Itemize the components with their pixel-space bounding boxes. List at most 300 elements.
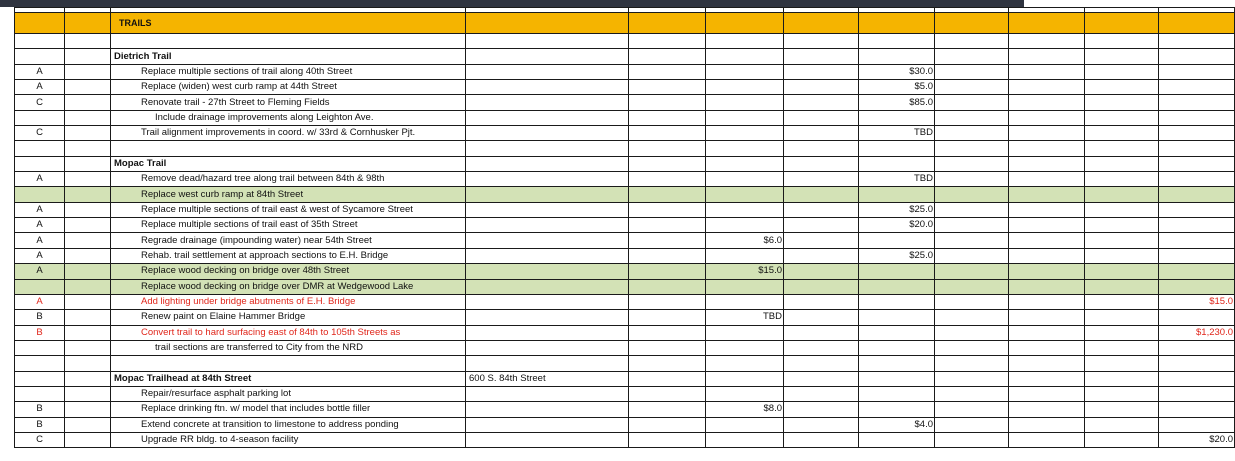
cell[interactable] (935, 218, 1009, 233)
cell[interactable] (784, 279, 859, 294)
cell[interactable] (1159, 187, 1235, 202)
priority-code[interactable]: C (15, 432, 65, 447)
cell[interactable] (784, 187, 859, 202)
cell[interactable] (1009, 49, 1085, 64)
cell[interactable] (65, 233, 111, 248)
cell[interactable] (1009, 432, 1085, 447)
cell[interactable] (784, 233, 859, 248)
cell[interactable] (935, 279, 1009, 294)
item-description[interactable]: Replace (widen) west curb ramp at 44th Street (111, 80, 466, 95)
cell[interactable] (935, 156, 1009, 171)
cell[interactable] (1085, 310, 1159, 325)
item-description[interactable]: Replace multiple sections of trail east & west of Sycamore Street (111, 202, 466, 217)
cell[interactable] (935, 248, 1009, 263)
cell[interactable] (466, 49, 629, 64)
cell[interactable] (65, 417, 111, 432)
cell[interactable] (1159, 264, 1235, 279)
cell[interactable] (935, 187, 1009, 202)
cell[interactable] (859, 294, 935, 309)
priority-code[interactable]: C (15, 126, 65, 141)
cell[interactable] (1159, 340, 1235, 355)
cell[interactable] (629, 340, 706, 355)
address[interactable]: 600 S. 84th Street (466, 371, 629, 386)
cell[interactable] (784, 172, 859, 187)
item-description[interactable]: Renovate trail - 27th Street to Fleming Fields (111, 95, 466, 110)
cell[interactable] (1085, 156, 1159, 171)
cell[interactable] (65, 126, 111, 141)
cell[interactable] (935, 80, 1009, 95)
cell[interactable] (1085, 233, 1159, 248)
cell[interactable] (466, 233, 629, 248)
cost-value[interactable]: $15.0 (1159, 294, 1235, 309)
cost-value[interactable]: $1,230.0 (1159, 325, 1235, 340)
cell[interactable] (784, 34, 859, 49)
item-description[interactable]: Replace multiple sections of trail along 40th Street (111, 64, 466, 79)
item-description[interactable]: trail sections are transferred to City from the NRD (111, 340, 466, 355)
cell[interactable] (1159, 279, 1235, 294)
cell[interactable] (466, 218, 629, 233)
item-description[interactable] (111, 356, 466, 371)
cell[interactable] (859, 233, 935, 248)
cell[interactable] (65, 340, 111, 355)
cell[interactable] (859, 402, 935, 417)
priority-code[interactable]: A (15, 202, 65, 217)
cell[interactable] (65, 110, 111, 125)
cell[interactable] (65, 294, 111, 309)
cell[interactable] (629, 294, 706, 309)
cell[interactable] (935, 49, 1009, 64)
cell[interactable] (935, 356, 1009, 371)
item-description[interactable]: Include drainage improvements along Leighton Ave. (111, 110, 466, 125)
cell[interactable] (466, 356, 629, 371)
cell[interactable] (935, 294, 1009, 309)
cell[interactable] (65, 13, 111, 34)
cost-value[interactable]: $15.0 (706, 264, 784, 279)
item-description[interactable]: Replace west curb ramp at 84th Street (111, 187, 466, 202)
cell[interactable] (1009, 310, 1085, 325)
cell[interactable] (1085, 64, 1159, 79)
cell[interactable] (1159, 218, 1235, 233)
cell[interactable] (784, 325, 859, 340)
cost-value[interactable]: $30.0 (859, 64, 935, 79)
priority-code[interactable]: A (15, 264, 65, 279)
cell[interactable] (466, 64, 629, 79)
cell[interactable] (859, 340, 935, 355)
cell[interactable] (1009, 80, 1085, 95)
cell[interactable] (1159, 34, 1235, 49)
cell[interactable] (466, 141, 629, 156)
cell[interactable] (1009, 95, 1085, 110)
cell[interactable] (1085, 248, 1159, 263)
cell[interactable] (935, 110, 1009, 125)
cell[interactable] (65, 264, 111, 279)
cell[interactable] (629, 13, 706, 34)
cell[interactable] (1085, 126, 1159, 141)
item-description[interactable]: Rehab. trail settlement at approach sections to E.H. Bridge (111, 248, 466, 263)
item-description[interactable]: Replace wood decking on bridge over 48th Street (111, 264, 466, 279)
cell[interactable] (859, 34, 935, 49)
cell[interactable] (706, 95, 784, 110)
priority-code[interactable]: B (15, 325, 65, 340)
cell[interactable] (784, 371, 859, 386)
cell[interactable] (1159, 310, 1235, 325)
cell[interactable] (706, 13, 784, 34)
cell[interactable] (15, 386, 65, 401)
cell[interactable] (935, 172, 1009, 187)
cell[interactable] (65, 141, 111, 156)
cell[interactable] (629, 356, 706, 371)
cell[interactable] (1085, 386, 1159, 401)
cell[interactable] (1009, 187, 1085, 202)
cell[interactable] (1009, 156, 1085, 171)
cell[interactable] (1085, 432, 1159, 447)
cell[interactable] (65, 371, 111, 386)
priority-code[interactable]: A (15, 294, 65, 309)
cell[interactable] (1159, 248, 1235, 263)
cell[interactable] (706, 371, 784, 386)
cell[interactable] (859, 325, 935, 340)
cell[interactable] (784, 110, 859, 125)
item-description[interactable] (111, 141, 466, 156)
cell[interactable] (65, 64, 111, 79)
cell[interactable] (859, 187, 935, 202)
cell[interactable] (466, 34, 629, 49)
cell[interactable] (15, 371, 65, 386)
cell[interactable] (859, 279, 935, 294)
cell[interactable] (859, 141, 935, 156)
cell[interactable] (1085, 402, 1159, 417)
cell[interactable] (935, 34, 1009, 49)
item-description[interactable]: Replace wood decking on bridge over DMR at Wedgewood Lake (111, 279, 466, 294)
item-description[interactable]: Replace multiple sections of trail east of 35th Street (111, 218, 466, 233)
cell[interactable] (935, 402, 1009, 417)
cell[interactable] (935, 141, 1009, 156)
cell[interactable] (15, 356, 65, 371)
cell[interactable] (1009, 340, 1085, 355)
cell[interactable] (1159, 386, 1235, 401)
cell[interactable] (1159, 64, 1235, 79)
item-description[interactable]: Convert trail to hard surfacing east of 84th to 105th Streets as (111, 325, 466, 340)
cell[interactable] (1159, 95, 1235, 110)
cell[interactable] (706, 279, 784, 294)
cell[interactable] (1085, 49, 1159, 64)
cell[interactable] (466, 110, 629, 125)
cost-value[interactable]: TBD (859, 172, 935, 187)
cell[interactable] (935, 233, 1009, 248)
cell[interactable] (935, 310, 1009, 325)
cell[interactable] (629, 202, 706, 217)
cell[interactable] (629, 371, 706, 386)
cell[interactable] (1085, 172, 1159, 187)
cell[interactable] (466, 13, 629, 34)
cell[interactable] (1009, 356, 1085, 371)
item-description[interactable] (111, 34, 466, 49)
cell[interactable] (1009, 279, 1085, 294)
cell[interactable] (629, 34, 706, 49)
cell[interactable] (15, 187, 65, 202)
cell[interactable] (629, 141, 706, 156)
cell[interactable] (65, 202, 111, 217)
cell[interactable] (15, 141, 65, 156)
cell[interactable] (1085, 187, 1159, 202)
cell[interactable] (466, 156, 629, 171)
cell[interactable] (859, 110, 935, 125)
cell[interactable] (784, 218, 859, 233)
cell[interactable] (466, 325, 629, 340)
cell[interactable] (1009, 64, 1085, 79)
cell[interactable] (935, 64, 1009, 79)
cell[interactable] (1159, 156, 1235, 171)
cell[interactable] (706, 187, 784, 202)
cell[interactable] (784, 126, 859, 141)
item-description[interactable]: Extend concrete at transition to limestone to address ponding (111, 417, 466, 432)
cell[interactable] (466, 417, 629, 432)
cell[interactable] (629, 402, 706, 417)
cell[interactable] (65, 402, 111, 417)
cell[interactable] (1009, 34, 1085, 49)
cell[interactable] (629, 110, 706, 125)
cell[interactable] (629, 64, 706, 79)
cell[interactable] (1009, 264, 1085, 279)
cell[interactable] (706, 356, 784, 371)
cell[interactable] (706, 126, 784, 141)
item-description[interactable]: Remove dead/hazard tree along trail between 84th & 98th (111, 172, 466, 187)
cell[interactable] (784, 95, 859, 110)
priority-code[interactable]: A (15, 248, 65, 263)
cell[interactable] (1085, 340, 1159, 355)
cell[interactable] (1009, 371, 1085, 386)
cell[interactable] (65, 95, 111, 110)
cell[interactable] (1009, 325, 1085, 340)
cost-value[interactable]: $4.0 (859, 417, 935, 432)
cell[interactable] (1159, 13, 1235, 34)
cell[interactable] (1085, 264, 1159, 279)
cell[interactable] (1009, 402, 1085, 417)
cell[interactable] (935, 371, 1009, 386)
priority-code[interactable]: A (15, 218, 65, 233)
cell[interactable] (706, 340, 784, 355)
cell[interactable] (935, 13, 1009, 34)
cell[interactable] (784, 13, 859, 34)
cell[interactable] (629, 80, 706, 95)
cell[interactable] (784, 156, 859, 171)
cost-value[interactable]: TBD (859, 126, 935, 141)
cell[interactable] (935, 325, 1009, 340)
cell[interactable] (859, 386, 935, 401)
cell[interactable] (1159, 371, 1235, 386)
cell[interactable] (784, 202, 859, 217)
cell[interactable] (859, 264, 935, 279)
cell[interactable] (15, 34, 65, 49)
cell[interactable] (1085, 202, 1159, 217)
cell[interactable] (859, 13, 935, 34)
cell[interactable] (1085, 80, 1159, 95)
cell[interactable] (1085, 294, 1159, 309)
cell[interactable] (466, 172, 629, 187)
cell[interactable] (784, 294, 859, 309)
cell[interactable] (629, 172, 706, 187)
cell[interactable] (466, 294, 629, 309)
cell[interactable] (629, 386, 706, 401)
subsection-title[interactable]: Dietrich Trail (111, 49, 466, 64)
cell[interactable] (466, 386, 629, 401)
cell[interactable] (1159, 202, 1235, 217)
cost-value[interactable]: $6.0 (706, 233, 784, 248)
item-description[interactable]: Upgrade RR bldg. to 4-season facility (111, 432, 466, 447)
cell[interactable] (706, 386, 784, 401)
cell[interactable] (15, 13, 65, 34)
cell[interactable] (466, 279, 629, 294)
cell[interactable] (629, 325, 706, 340)
cell[interactable] (15, 279, 65, 294)
cell[interactable] (1159, 172, 1235, 187)
cell[interactable] (859, 432, 935, 447)
cell[interactable] (1009, 218, 1085, 233)
subsection-title[interactable]: Mopac Trail (111, 156, 466, 171)
cell[interactable] (1085, 356, 1159, 371)
cell[interactable] (1009, 13, 1085, 34)
cost-value[interactable]: $8.0 (706, 402, 784, 417)
cell[interactable] (65, 356, 111, 371)
priority-code[interactable]: C (15, 95, 65, 110)
cell[interactable] (784, 402, 859, 417)
cell[interactable] (466, 432, 629, 447)
cell[interactable] (1085, 279, 1159, 294)
cell[interactable] (65, 34, 111, 49)
cell[interactable] (1159, 49, 1235, 64)
cell[interactable] (466, 310, 629, 325)
cell[interactable] (935, 264, 1009, 279)
cell[interactable] (629, 218, 706, 233)
cell[interactable] (859, 49, 935, 64)
priority-code[interactable]: A (15, 80, 65, 95)
cell[interactable] (65, 172, 111, 187)
cell[interactable] (1085, 218, 1159, 233)
cell[interactable] (935, 340, 1009, 355)
cell[interactable] (784, 356, 859, 371)
cost-value[interactable]: $20.0 (1159, 432, 1235, 447)
cell[interactable] (466, 202, 629, 217)
cell[interactable] (629, 233, 706, 248)
cell[interactable] (629, 156, 706, 171)
cell[interactable] (935, 432, 1009, 447)
item-description[interactable]: Repair/resurface asphalt parking lot (111, 386, 466, 401)
cell[interactable] (706, 172, 784, 187)
cost-value[interactable]: $5.0 (859, 80, 935, 95)
item-description[interactable]: Regrade drainage (impounding water) near 54th Street (111, 233, 466, 248)
cell[interactable] (935, 95, 1009, 110)
cell[interactable] (706, 218, 784, 233)
cell[interactable] (784, 248, 859, 263)
cell[interactable] (706, 325, 784, 340)
cell[interactable] (1159, 141, 1235, 156)
cell[interactable] (15, 340, 65, 355)
cell[interactable] (859, 310, 935, 325)
cell[interactable] (1009, 248, 1085, 263)
cell[interactable] (1085, 95, 1159, 110)
cell[interactable] (706, 248, 784, 263)
cell[interactable] (1009, 126, 1085, 141)
cell[interactable] (784, 417, 859, 432)
priority-code[interactable]: B (15, 402, 65, 417)
cell[interactable] (1009, 386, 1085, 401)
cell[interactable] (1085, 110, 1159, 125)
cell[interactable] (1009, 141, 1085, 156)
cell[interactable] (466, 248, 629, 263)
cell[interactable] (466, 95, 629, 110)
cell[interactable] (15, 110, 65, 125)
cell[interactable] (859, 356, 935, 371)
cell[interactable] (859, 371, 935, 386)
cell[interactable] (784, 386, 859, 401)
cell[interactable] (629, 95, 706, 110)
subsection-title[interactable]: Mopac Trailhead at 84th Street (111, 371, 466, 386)
cell[interactable] (706, 110, 784, 125)
cell[interactable] (1009, 110, 1085, 125)
cell[interactable] (1009, 233, 1085, 248)
section-title[interactable]: TRAILS (111, 13, 466, 34)
cell[interactable] (706, 294, 784, 309)
cell[interactable] (466, 340, 629, 355)
cell[interactable] (65, 310, 111, 325)
cost-value[interactable]: TBD (706, 310, 784, 325)
cell[interactable] (1009, 294, 1085, 309)
cell[interactable] (466, 80, 629, 95)
cell[interactable] (629, 49, 706, 64)
cell[interactable] (466, 264, 629, 279)
cost-value[interactable]: $20.0 (859, 218, 935, 233)
cell[interactable] (1009, 202, 1085, 217)
item-description[interactable]: Trail alignment improvements in coord. w/ 33rd & Cornhusker Pjt. (111, 126, 466, 141)
cell[interactable] (784, 432, 859, 447)
cell[interactable] (65, 49, 111, 64)
cell[interactable] (65, 386, 111, 401)
item-description[interactable]: Replace drinking ftn. w/ model that includes bottle filler (111, 402, 466, 417)
cell[interactable] (1159, 417, 1235, 432)
cell[interactable] (1159, 80, 1235, 95)
cell[interactable] (1085, 141, 1159, 156)
cell[interactable] (784, 264, 859, 279)
cell[interactable] (1159, 356, 1235, 371)
cell[interactable] (935, 126, 1009, 141)
cell[interactable] (1085, 34, 1159, 49)
cell[interactable] (1085, 13, 1159, 34)
cost-value[interactable]: $85.0 (859, 95, 935, 110)
priority-code[interactable]: B (15, 417, 65, 432)
cell[interactable] (65, 218, 111, 233)
item-description[interactable]: Add lighting under bridge abutments of E.H. Bridge (111, 294, 466, 309)
cell[interactable] (629, 187, 706, 202)
cell[interactable] (706, 49, 784, 64)
cell[interactable] (629, 279, 706, 294)
item-description[interactable]: Renew paint on Elaine Hammer Bridge (111, 310, 466, 325)
priority-code[interactable]: A (15, 233, 65, 248)
cell[interactable] (65, 432, 111, 447)
cell[interactable] (65, 80, 111, 95)
cost-value[interactable]: $25.0 (859, 248, 935, 263)
cell[interactable] (1085, 371, 1159, 386)
cell[interactable] (1009, 417, 1085, 432)
cell[interactable] (1159, 110, 1235, 125)
cell[interactable] (935, 386, 1009, 401)
cell[interactable] (1085, 325, 1159, 340)
cell[interactable] (1159, 126, 1235, 141)
cell[interactable] (784, 310, 859, 325)
cell[interactable] (629, 310, 706, 325)
cell[interactable] (706, 64, 784, 79)
cell[interactable] (859, 156, 935, 171)
cell[interactable] (466, 187, 629, 202)
